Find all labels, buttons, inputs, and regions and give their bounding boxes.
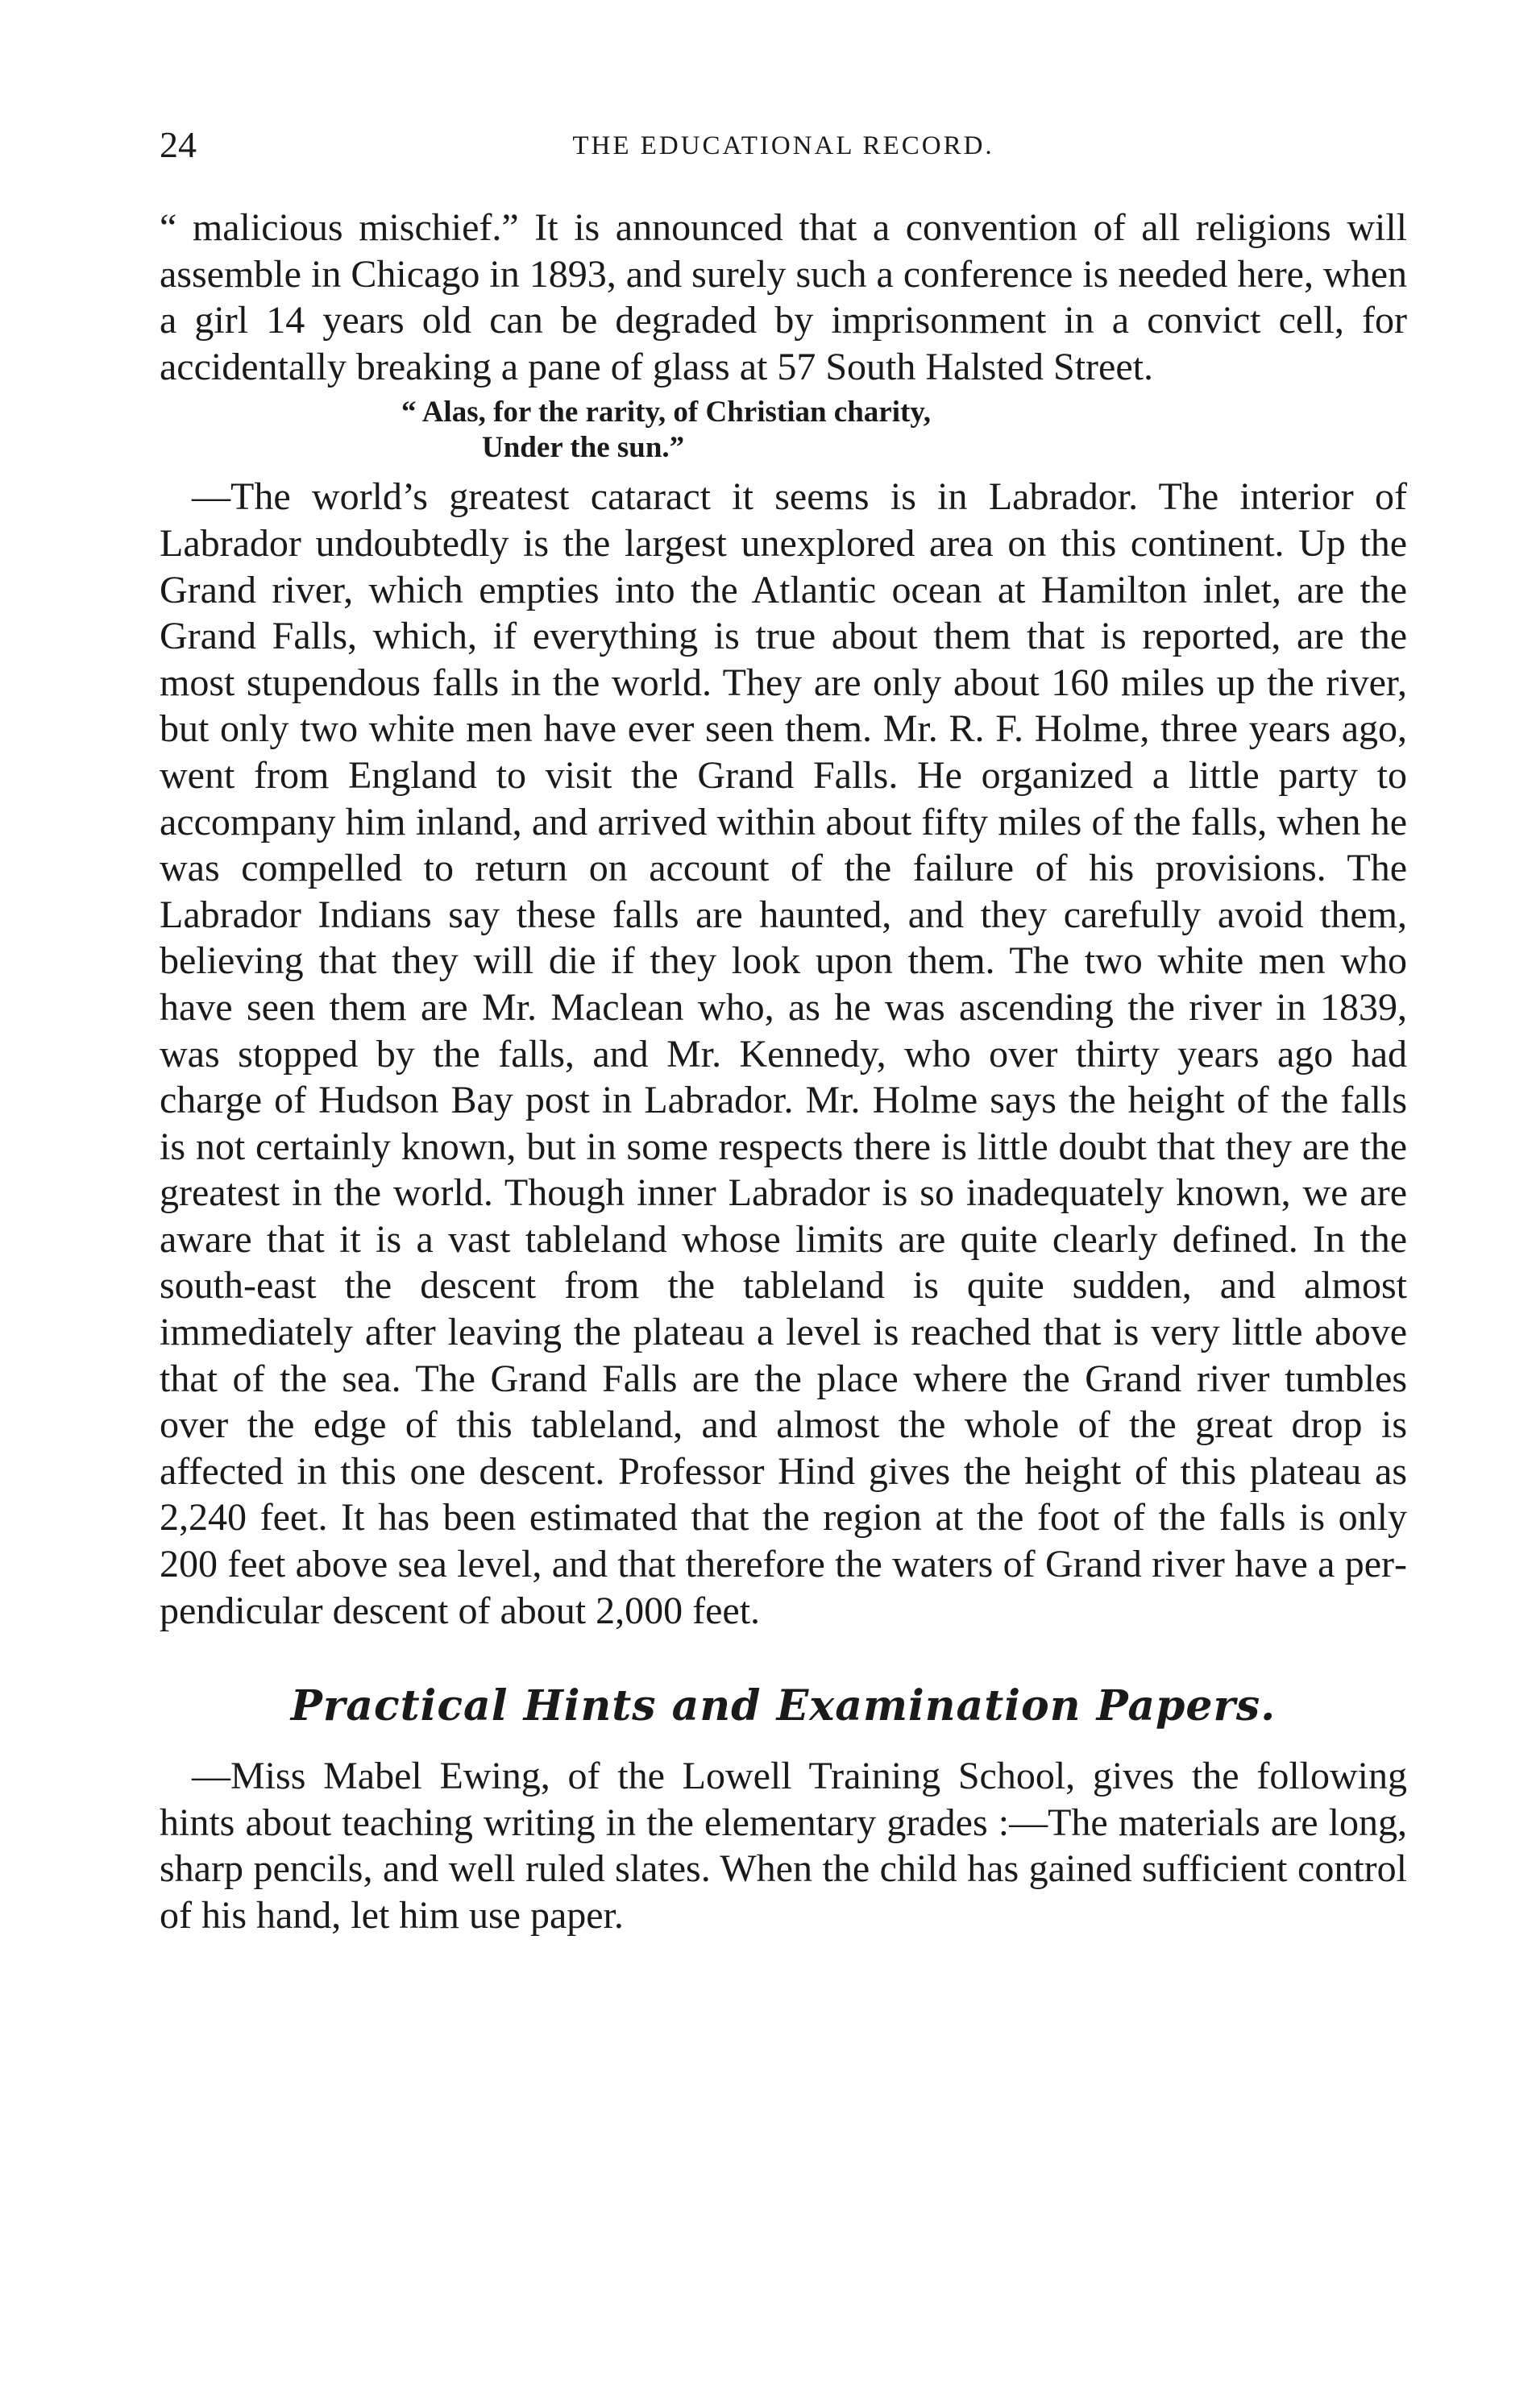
paragraph-writing-hints: —Miss Mabel Ewing, of the Lowell Training School, gives the following hints about teaching writing in the elementary grades :—The materials are long, sharp pencils, and well ruled slates. When the child has gained sufficient control of his hand, let him use paper.	[160, 1755, 1407, 1937]
verse-line-2: Under the sun.”	[482, 431, 685, 465]
verse-quotation	[160, 395, 1407, 466]
verse-line-1: “ Alas, for the rarity, of Christian charity,	[401, 396, 932, 429]
paragraph-labrador-falls: —The world’s greatest cataract it seems is in Labrador. The interior of Labrador undoubtedly is the largest unexplored area on this continent. Up the Grand river, which empties into the Atlantic ocean at Hamilton inlet, are the Grand Falls, which, if everything is true about them that is reported, are the most stupendous falls in the world. They are only about 160 miles up the river, but only two white men have ever seen them. Mr. R. F. Holme, three years ago, went from England to visit the Grand Falls. He organized a little party to accompany him inland, and arrived within about fifty miles of the falls, when he was compelled to return on account of the failure of his provisions. The Labrador Indians say these falls are haunted, and they carefully avoid them, believing that they will die if they look upon them. The two white men who have seen them are Mr. Maclean who, as he was ascending the river in 1839, was stopped by the falls, and Mr. Kennedy, who over thirty years ago had charge of Hudson Bay post in Labrador. Mr. Holme says the height of the falls is not certainly known, but in some respects there is little doubt that they are the greatest in the world. Though inner Labrador is so inadequately known, we are aware that it is a vast tableland whose limits are quite clearly defined. In the south-east the descent from the tableland is quite sudden, and almost immediately after leaving the plateau a level is reached that is very little above that of the sea. The Grand Falls are the place where the Grand river tumbles over the edge of this tableland, and almost the whole of the great drop is affected in this one descent. Professor Hind gives the height of this plateau as 2,240 feet. It has been estimated that the region at the foot of the falls is only 200 feet above sea level, and that therefore the waters of Grand river have a perpendicular descent of about 2,000 feet.	[160, 475, 1407, 1632]
paragraph-convention: “ malicious mischief.” It is announced that a convention of all religions will assemble in Chicago in 1893, and surely such a conference is needed here, when a girl 14 years old can be degraded by imprisonment in a convict cell, for accidentally breaking a pane of glass at 57 South Halsted Street.	[160, 206, 1407, 388]
section-heading: Practical Hints and Examination Papers.	[290, 1681, 1277, 1731]
page-number: 24	[160, 124, 197, 165]
running-head	[160, 121, 1407, 172]
running-title: THE EDUCATIONAL RECORD.	[572, 131, 994, 160]
page	[160, 121, 1407, 1939]
